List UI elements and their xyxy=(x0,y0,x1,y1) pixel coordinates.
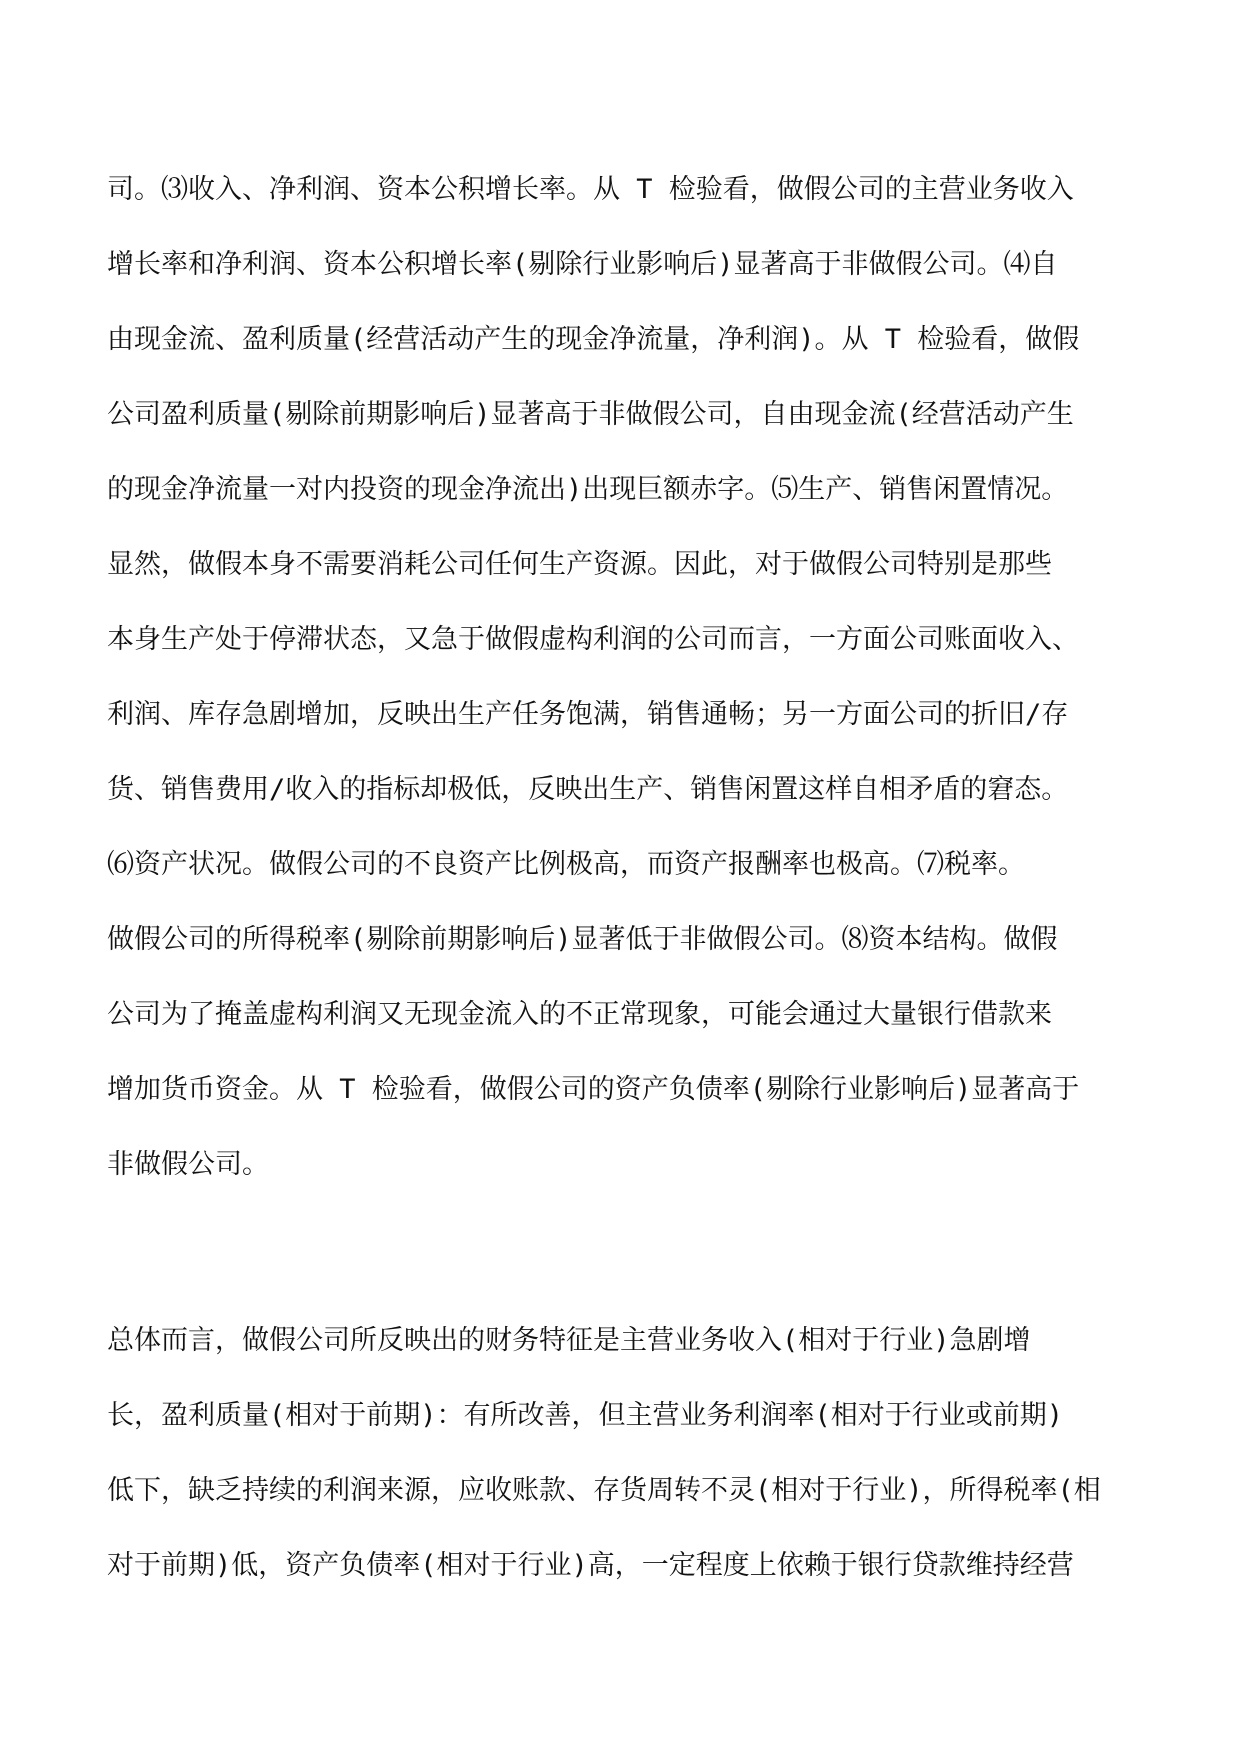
text-line: 做假公司的所得税率(剔除前期影响后)显著低于非做假公司。⑻资本结构。做假 xyxy=(107,924,1058,955)
text-line: 非做假公司。 xyxy=(107,1149,269,1180)
text-line: 本身生产处于停滞状态，又急于做假虚构利润的公司而言，一方面公司账面收入、 xyxy=(107,624,1079,655)
text-line: 长，盈利质量(相对于前期)：有所改善，但主营业务利润率(相对于行业或前期) xyxy=(107,1400,1064,1431)
text-line: 总体而言，做假公司所反映出的财务特征是主营业务收入(相对于行业)急剧增 xyxy=(107,1325,1031,1356)
paragraph xyxy=(107,1303,1147,1603)
text-line: 公司为了掩盖虚构利润又无现金流入的不正常现象，可能会通过大量银行借款来 xyxy=(107,999,1052,1030)
text-line: 对于前期)低，资产负债率(相对于行业)高，一定程度上依赖于银行贷款维持经营 xyxy=(107,1550,1074,1581)
text-line: ⑹资产状况。做假公司的不良资产比例极高，而资产报酬率也极高。⑺税率。 xyxy=(107,849,1025,880)
text-line: 的现金净流量一对内投资的现金净流出)出现巨额赤字。⑸生产、销售闲置情况。 xyxy=(107,474,1069,505)
text-line: 司。⑶收入、净利润、资本公积增长率。从 T 检验看，做假公司的主营业务收入 xyxy=(107,174,1074,205)
text-line: 增加货币资金。从 T 检验看，做假公司的资产负债率(剔除行业影响后)显著高于 xyxy=(107,1074,1080,1105)
text-line: 增长率和净利润、资本公积增长率(剔除行业影响后)显著高于非做假公司。⑷自 xyxy=(107,249,1058,280)
text-line: 利润、库存急剧增加，反映出生产任务饱满，销售通畅；另一方面公司的折旧/存 xyxy=(107,699,1069,730)
text-line: 公司盈利质量(剔除前期影响后)显著高于非做假公司，自由现金流(经营活动产生 xyxy=(107,399,1074,430)
text-line: 显然，做假本身不需要消耗公司任何生产资源。因此，对于做假公司特别是那些 xyxy=(107,549,1052,580)
text-line: 货、销售费用/收入的指标却极低，反映出生产、销售闲置这样自相矛盾的窘态。 xyxy=(107,774,1069,805)
text-line: 低下，缺乏持续的利润来源，应收账款、存货周转不灵(相对于行业)，所得税率(相 xyxy=(107,1475,1101,1506)
text-line: 由现金流、盈利质量(经营活动产生的现金净流量，净利润)。从 T 检验看，做假 xyxy=(107,324,1080,355)
paragraph xyxy=(107,152,1147,1202)
